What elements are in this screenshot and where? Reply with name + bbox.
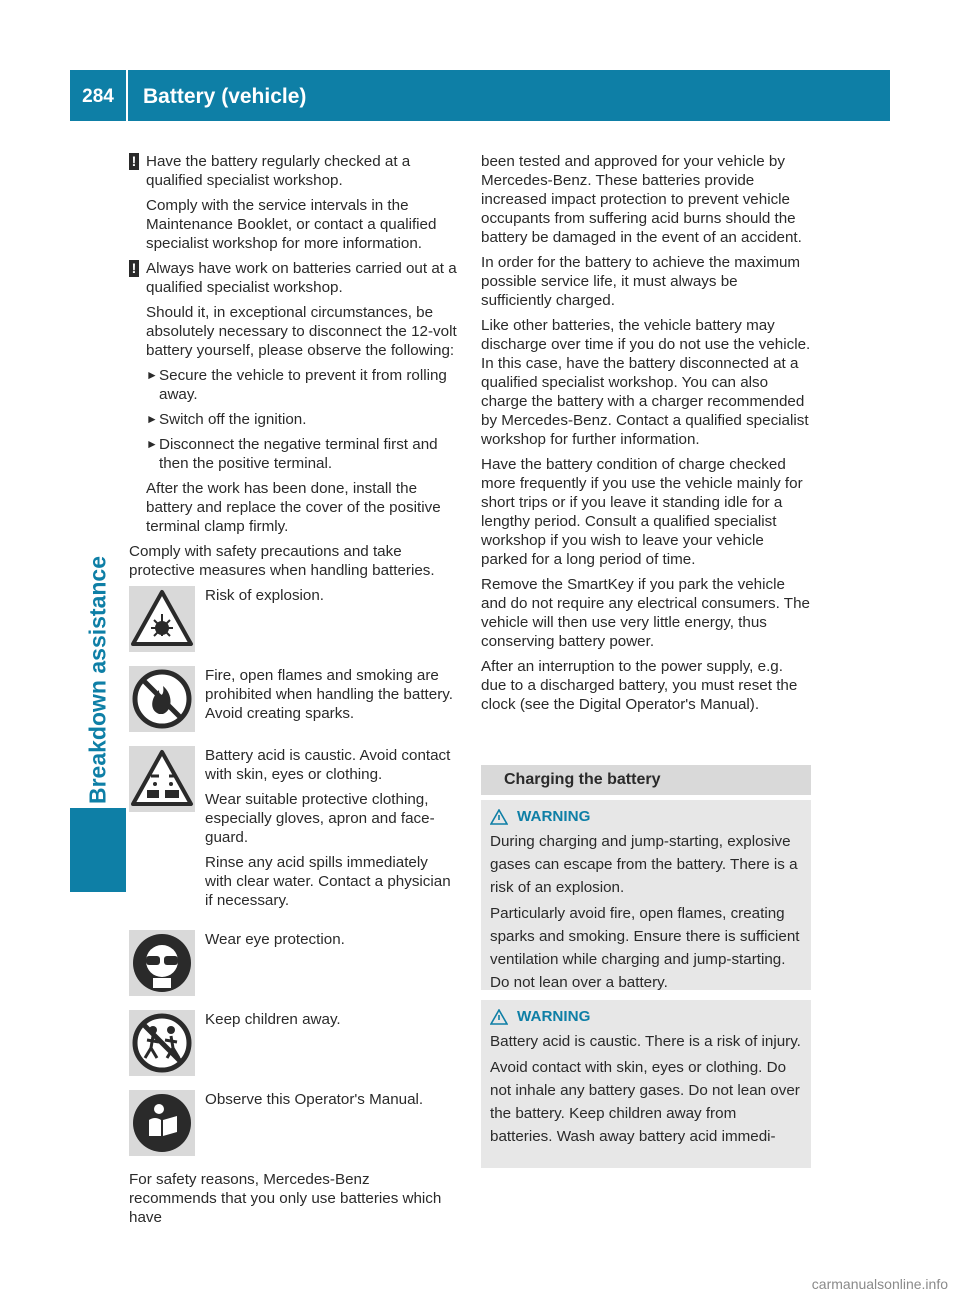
symbol-text: Risk of explosion. [205, 587, 325, 604]
warning-label: WARNING [517, 808, 591, 825]
note-text: Comply with the service intervals in the Maintenance Booklet, or contact a qualified specialist workshop for more information. [146, 197, 437, 252]
body-paragraph: Like other batteries, the vehicle battery may discharge over time if you do not use the vehicle. In this case, have the battery disconnected at a qualified specialist workshop. You can also charge the battery with a charger recommended by Mercedes-Benz. Contact a qualified specialist workshop for further information. [481, 317, 811, 448]
warning-text: Battery acid is caustic. There is a risk of injury. [490, 1033, 801, 1050]
right-column [481, 152, 811, 720]
left-column [129, 152, 459, 1233]
note-text: Have the battery regularly checked at a qualified specialist workshop. [146, 153, 411, 189]
body-paragraph: After an interruption to the power supply, e.g. due to a discharged battery, you must reset the clock (see the Digital Operator's Manual). [481, 658, 798, 713]
eye-protection-icon [129, 930, 195, 996]
body-paragraph: Have the battery condition of charge checked more frequently if you use the vehicle mainly for short trips or if you leave it standing idle for a lengthy period. Consult a qualified specialist workshop if you wish to leave your vehicle parked for a long period of time. [481, 456, 803, 568]
note-text: Should it, in exceptional circumstances, be absolutely necessary to disconnect the 12-volt battery yourself, please observe the following: [146, 304, 457, 359]
bullet-icon: ► [146, 412, 158, 426]
warning-box [481, 800, 811, 990]
keep-children-away-icon [129, 1010, 195, 1076]
symbol-text: Wear suitable protective clothing, especially gloves, apron and face-guard. [205, 791, 435, 846]
note-icon: ! [129, 153, 139, 170]
note-text: Always have work on batteries carried out at a qualified specialist workshop. [146, 260, 457, 296]
symbol-text: Battery acid is caustic. Avoid contact with skin, eyes or clothing. [205, 747, 451, 783]
bullet-icon: ► [146, 437, 158, 451]
body-paragraph: been tested and approved for your vehicle by Mercedes-Benz. These batteries provide increased impact protection to prevent vehicle occupants from suffering acid burns should the battery be damaged in the event of an accident. [481, 153, 802, 246]
closing-text: For safety reasons, Mercedes-Benz recommends that you only use batteries which have [129, 1171, 442, 1226]
watermark: carmanualsonline.info [811, 1276, 948, 1292]
note-icon: ! [129, 260, 139, 277]
body-paragraph: In order for the battery to achieve the maximum possible service life, it must always be sufficiently charged. [481, 254, 801, 309]
bullet-icon: ► [146, 368, 158, 382]
read-manual-icon [129, 1090, 195, 1156]
side-tab [70, 555, 126, 805]
symbol-row [129, 666, 459, 732]
symbol-row [129, 1010, 459, 1076]
symbol-text: Wear eye protection. [205, 931, 345, 948]
page-title: Battery (vehicle) [143, 85, 307, 108]
warning-text: During charging and jump-starting, explosive gases can escape from the battery. There is a risk of an explosion. [490, 833, 798, 896]
warning-text: Avoid contact with skin, eyes or clothing. Do not inhale any battery gases. Do not lean over the battery. Keep children away from batteries. Wash away battery acid immedi- [490, 1059, 800, 1145]
symbol-row [129, 930, 459, 996]
header-divider [126, 70, 128, 121]
side-tab-label: Breakdown assistance [84, 555, 111, 805]
warning-text: Particularly avoid fire, open flames, creating sparks and smoking. Ensure there is sufficient ventilation while charging and jump-starting. Do not lean over a battery. [490, 905, 800, 991]
warning-triangle-icon [490, 1009, 508, 1025]
warning-triangle-icon [490, 809, 508, 825]
symbol-text: Keep children away. [205, 1011, 341, 1028]
note-text: After the work has been done, install the battery and replace the cover of the positive terminal clamp firmly. [146, 480, 441, 535]
intro-text: Comply with safety precautions and take protective measures when handling batteries. [129, 543, 435, 579]
warning-box [481, 1000, 811, 1168]
list-item: ► Disconnect the negative terminal first and then the positive terminal. [146, 436, 438, 472]
list-item: ► Switch off the ignition. [146, 411, 307, 428]
symbol-row [129, 586, 459, 652]
section-heading: Charging the battery [481, 765, 811, 795]
symbol-text: Observe this Operator's Manual. [205, 1091, 424, 1108]
no-open-flame-icon [129, 666, 195, 732]
note-block [129, 152, 459, 259]
side-tab-marker [70, 808, 126, 892]
warning-label: WARNING [517, 1008, 591, 1025]
page-header [70, 70, 890, 121]
note-block [129, 259, 459, 542]
symbol-row [129, 746, 459, 916]
body-paragraph: Remove the SmartKey if you park the vehicle and do not require any electrical consumers. The vehicle will then use very little energy, thus conserving battery power. [481, 576, 810, 650]
corrosive-warning-icon [129, 746, 195, 812]
symbol-row [129, 1090, 459, 1156]
symbol-text: Rinse any acid spills immediately with clear water. Contact a physician if necessary. [205, 854, 451, 909]
list-item: ► Secure the vehicle to prevent it from rolling away. [146, 367, 447, 403]
explosion-warning-icon [129, 586, 195, 652]
symbol-text: Fire, open flames and smoking are prohibited when handling the battery. Avoid creating sparks. [205, 667, 453, 722]
page-number: 284 [82, 86, 114, 107]
